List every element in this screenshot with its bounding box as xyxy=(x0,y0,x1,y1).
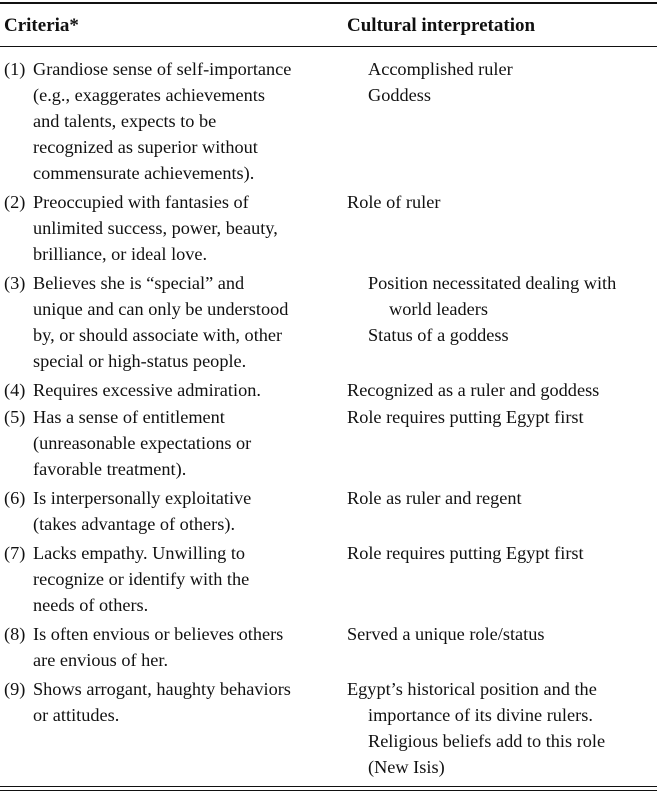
criteria-number: (2) xyxy=(4,192,26,212)
criteria-line: Is interpersonally exploitative xyxy=(33,488,252,508)
interpretation-cell xyxy=(347,56,652,108)
criteria-line: special or high-status people. xyxy=(33,351,247,371)
criteria-number: (1) xyxy=(4,59,26,79)
criteria-line: Is often envious or believes others xyxy=(33,624,284,644)
criteria-line: commensurate achievements). xyxy=(33,163,255,183)
criteria-line: (e.g., exaggerates achievements xyxy=(33,85,265,105)
interpretation-cell xyxy=(347,485,652,511)
criteria-number: (4) xyxy=(4,380,26,400)
criteria-line: Has a sense of entitlement xyxy=(33,407,225,427)
criteria-line: (takes advantage of others). xyxy=(33,514,236,534)
interpretation-cell xyxy=(347,621,652,647)
criteria-line: recognized as superior without xyxy=(33,137,258,157)
interpretation-line: (New Isis) xyxy=(368,757,445,777)
top-rule xyxy=(0,2,657,4)
interpretation-line: Religious beliefs add to this role xyxy=(368,731,606,751)
bottom-rule xyxy=(0,786,657,787)
criteria-line: or attitudes. xyxy=(33,705,120,725)
interpretation-line: Role requires putting Egypt first xyxy=(347,543,584,563)
criteria-line: Requires excessive admiration. xyxy=(33,380,261,400)
criteria-line: are envious of her. xyxy=(33,650,169,670)
interpretation-line: Recognized as a ruler and goddess xyxy=(347,380,600,400)
criteria-line: (unreasonable expectations or xyxy=(33,433,252,453)
criteria-line: Shows arrogant, haughty behaviors xyxy=(33,679,291,699)
interpretation-cell xyxy=(347,404,652,430)
header-criteria: Criteria* xyxy=(4,15,79,36)
interpretation-cell xyxy=(347,377,652,403)
interpretation-line: Role requires putting Egypt first xyxy=(347,407,584,427)
criteria-line: favorable treatment). xyxy=(33,459,187,479)
criteria-number: (5) xyxy=(4,407,26,427)
interpretation-line: Goddess xyxy=(368,85,431,105)
criteria-line: by, or should associate with, other xyxy=(33,325,283,345)
interpretation-cell xyxy=(347,270,652,348)
criteria-line: unlimited success, power, beauty, xyxy=(33,218,278,238)
interpretation-line: Role of ruler xyxy=(347,192,441,212)
interpretation-line: importance of its divine rulers. xyxy=(368,705,593,725)
criteria-number: (9) xyxy=(4,679,26,699)
criteria-line: Grandiose sense of self-importance xyxy=(33,59,292,79)
interpretation-line: Egypt’s historical position and the xyxy=(347,679,597,699)
criteria-number: (7) xyxy=(4,543,26,563)
interpretation-line: Position necessitated dealing with xyxy=(368,273,617,293)
interpretation-cell xyxy=(347,540,652,566)
interpretation-line: Accomplished ruler xyxy=(368,59,513,79)
bottom-rule-double xyxy=(0,790,657,791)
interpretation-line: world leaders xyxy=(389,299,488,319)
criteria-number: (8) xyxy=(4,624,26,644)
header-rule xyxy=(0,46,657,47)
criteria-line: and talents, expects to be xyxy=(33,111,217,131)
interpretation-cell xyxy=(347,676,652,780)
interpretation-line: Role as ruler and regent xyxy=(347,488,522,508)
criteria-line: Preoccupied with fantasies of xyxy=(33,192,249,212)
criteria-number: (3) xyxy=(4,273,26,293)
interpretation-line: Served a unique role/status xyxy=(347,624,545,644)
interpretation-cell xyxy=(347,189,652,215)
interpretation-line: Status of a goddess xyxy=(368,325,509,345)
criteria-line: needs of others. xyxy=(33,595,149,615)
criteria-line: brilliance, or ideal love. xyxy=(33,244,208,264)
header-cultural-interpretation: Cultural interpretation xyxy=(347,15,536,36)
criteria-line: Lacks empathy. Unwilling to xyxy=(33,543,246,563)
criteria-line: recognize or identify with the xyxy=(33,569,250,589)
criteria-line: unique and can only be understood xyxy=(33,299,289,319)
criteria-number: (6) xyxy=(4,488,26,508)
criteria-line: Believes she is “special” and xyxy=(33,273,245,293)
